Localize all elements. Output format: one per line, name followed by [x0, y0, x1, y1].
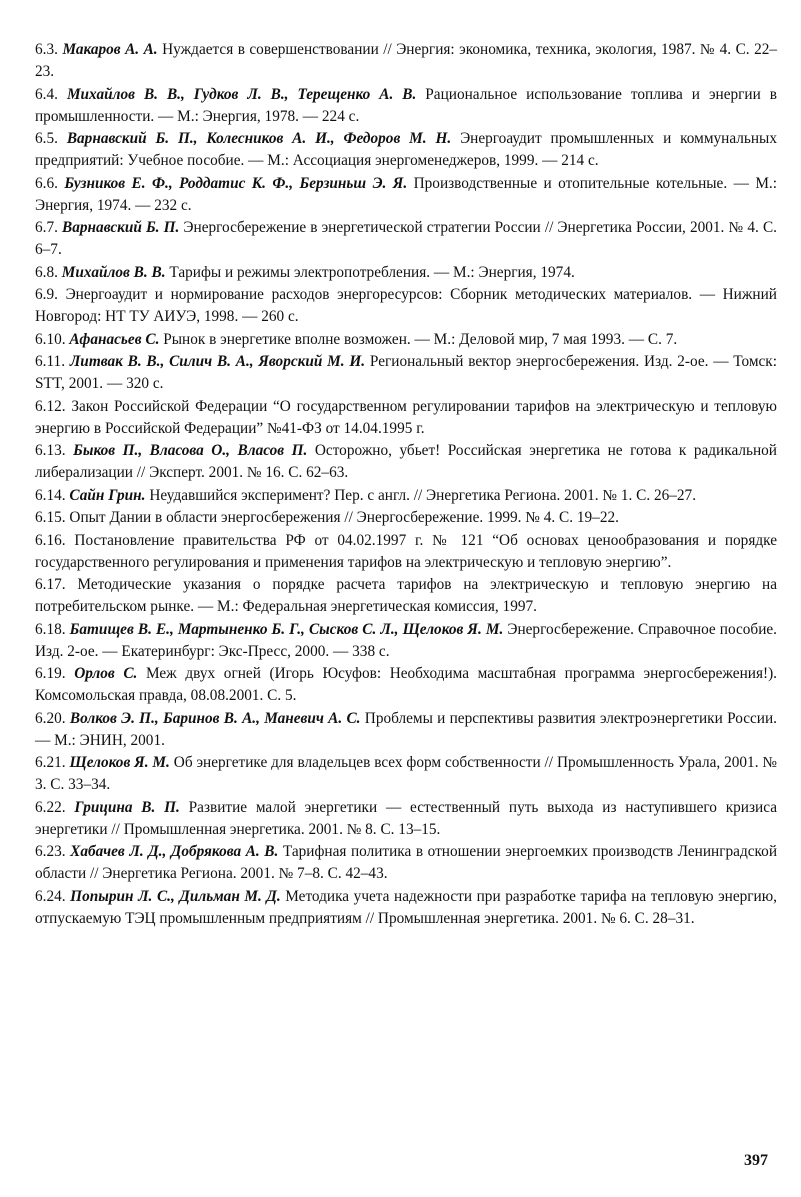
reference-entry [35, 619, 777, 663]
reference-text: Тарифная политика в отношении энергоемких производств Ленинградской области // Энергетика Региона. 2001. № 7–8. С. 42–43. [35, 843, 778, 882]
reference-entry [35, 663, 777, 707]
reference-entry [35, 396, 777, 440]
reference-text: Региональный вектор энергосбережения. Изд. 2-ое. — Томск: STT, 2001. — 320 с. [35, 353, 777, 392]
reference-authors: Бузников Е. Ф., Роддатис К. Ф., Берзиньш Э. Я. [64, 174, 408, 192]
reference-number: 6.23. [35, 843, 66, 860]
reference-entry [35, 886, 777, 930]
reference-authors: Макаров А. А. [62, 41, 158, 58]
reference-number: 6.18. [35, 620, 66, 638]
reference-text: Неудавшийся эксперимент? Пер. с англ. // Энергетика Региона. 2001. № 1. С. 26–27. [149, 486, 697, 504]
reference-authors: Хабачев Л. Д., Добрякова А. В. [70, 843, 279, 860]
reference-entry [35, 574, 777, 618]
reference-authors: Батищев В. Е., Мартыненко Б. Г., Сысков С. Л., Щелоков Я. М. [69, 620, 504, 638]
reference-number: 6.10. [35, 330, 66, 348]
reference-authors: Варнавский Б. П., Колесников А. И., Федоров М. Н. [66, 130, 452, 147]
reference-authors: Быков П., Власова О., Власов П. [73, 442, 308, 459]
reference-entry [35, 284, 777, 328]
reference-number: 6.17. [35, 576, 66, 593]
reference-authors: Щелоков Я. М. [69, 754, 170, 771]
reference-entry [35, 797, 777, 841]
reference-text: Энергосбережение. Справочное пособие. Изд. 2-ое. — Екатеринбург: Экс-Пресс, 2000. — 338 с. [35, 620, 778, 660]
reference-entry [35, 173, 777, 217]
reference-entry [35, 440, 777, 484]
reference-authors: Орлов С. [74, 665, 138, 682]
reference-number: 6.3. [35, 41, 58, 58]
reference-authors: Афанасьев С. [69, 330, 160, 348]
reference-list [35, 39, 777, 930]
reference-text: Меж двух огней (Игорь Юсуфов: Необходима масштабная программа энергосбережения!). Комсомольская правда, 08.08.2001. С. 5. [35, 665, 778, 704]
reference-text: Опыт Дании в области энергосбережения // Энергосбережение. 1999. № 4. С. 19–22. [69, 509, 619, 526]
reference-entry [35, 262, 777, 284]
reference-number: 6.11. [35, 353, 66, 370]
reference-authors: Михайлов В. В., Гудков Л. В., Терещенко А. В. [66, 85, 417, 103]
page-number: 397 [744, 1152, 768, 1169]
reference-text: Осторожно, убьет! Российская энергетика не готова к радикальной либерализации // Эксперт. 2001. № 16. С. 62–63. [35, 442, 777, 481]
reference-text: Тарифы и режимы электропотребления. — М.: Энергия, 1974. [169, 263, 575, 281]
reference-entry [35, 329, 777, 351]
reference-number: 6.16. [35, 531, 66, 549]
reference-authors: Варнавский Б. П. [62, 219, 180, 236]
reference-entry [35, 841, 777, 885]
reference-text: Постановление правительства РФ от 04.02.1997 г. № 121 “Об основах ценообразования и порядке государственного регулирования и применения тарифов на электрическую и тепловую энергию”. [35, 531, 777, 571]
reference-number: 6.6. [35, 174, 58, 192]
reference-entry [35, 530, 777, 574]
reference-text: Энергоаудит и нормирование расходов энергоресурсов: Сборник методических материалов. — Нижний Новгород: НТ ТУ АИУЭ, 1998. — 260 с. [35, 286, 777, 325]
reference-entry [35, 217, 777, 261]
reference-entry [35, 84, 777, 128]
reference-text: Методические указания о порядке расчета тарифов на электрическую и тепловую энергию на потребительском рынке. — М.: Федеральная энергетическая комиссия, 1997. [35, 576, 777, 615]
reference-number: 6.15. [35, 509, 66, 526]
reference-text: Энергосбережение в энергетической стратегии России // Энергетика России, 2001. № 4. С. 6–7. [35, 219, 777, 258]
reference-authors: Волков Э. П., Баринов В. А., Маневич А. С. [69, 709, 361, 727]
reference-authors: Литвак В. В., Силич В. А., Яворский М. И. [69, 353, 366, 370]
reference-entry [35, 708, 777, 752]
reference-number: 6.21. [35, 754, 66, 771]
reference-number: 6.12. [35, 397, 66, 415]
reference-text: Рациональное использование топлива и энергии в промышленности. — М.: Энергия, 1978. — 224 с. [35, 85, 778, 125]
reference-number: 6.24. [35, 887, 66, 905]
reference-text: Энергоаудит промышленных и коммунальных предприятий: Учебное пособие. — М.: Ассоциация энергоменеджеров, 1999. — 214 с. [35, 130, 777, 169]
reference-number: 6.9. [35, 286, 58, 303]
reference-number: 6.5. [35, 130, 58, 147]
reference-text: Развитие малой энергетики — естественный путь выхода из наступившего кризиса энергетики // Промышленная энергетика. 2001. № 8. С. 13–15. [35, 798, 777, 838]
reference-number: 6.20. [35, 709, 66, 727]
reference-entry [35, 39, 777, 83]
reference-number: 6.14. [35, 486, 66, 504]
reference-number: 6.4. [35, 85, 58, 103]
reference-entry [35, 485, 777, 507]
reference-entry [35, 351, 777, 395]
reference-authors: Грицина В. П. [74, 798, 180, 816]
reference-number: 6.8. [35, 263, 58, 281]
reference-authors: Попырин Л. С., Дильман М. Д. [70, 887, 281, 905]
reference-authors: Михайлов В. В. [61, 263, 166, 281]
reference-number: 6.22. [35, 798, 66, 816]
reference-entry [35, 507, 777, 529]
reference-authors: Сайн Грин. [69, 486, 146, 504]
reference-number: 6.13. [35, 442, 66, 459]
reference-number: 6.7. [35, 219, 58, 236]
reference-entry [35, 752, 777, 796]
reference-text: Производственные и отопительные котельные. — М.: Энергия, 1974. — 232 с. [35, 174, 777, 214]
reference-text: Нуждается в совершенствовании // Энергия: экономика, техника, экология, 1987. № 4. С. 22–23. [35, 41, 778, 80]
reference-entry [35, 128, 777, 172]
reference-text: Методика учета надежности при разработке тарифа на тепловую энергию, отпускаемую ТЭЦ промышленным предприятиям // Промышленная энергетика. 2001. № 6. С. 28–31. [35, 887, 777, 927]
reference-text: Закон Российской Федерации “О государственном регулировании тарифов на электрическую и тепловую энергию в Российской Федерации” №41-ФЗ от 14.04.1995 г. [35, 397, 777, 437]
reference-text: Рынок в энергетике вполне возможен. — М.: Деловой мир, 7 мая 1993. — С. 7. [163, 330, 678, 348]
reference-text: Проблемы и перспективы развития электроэнергетики России. — М.: ЭНИН, 2001. [35, 709, 778, 749]
reference-number: 6.19. [35, 665, 66, 682]
reference-text: Об энергетике для владельцев всех форм собственности // Промышленность Урала, 2001. № 3. С. 33–34. [35, 754, 777, 793]
